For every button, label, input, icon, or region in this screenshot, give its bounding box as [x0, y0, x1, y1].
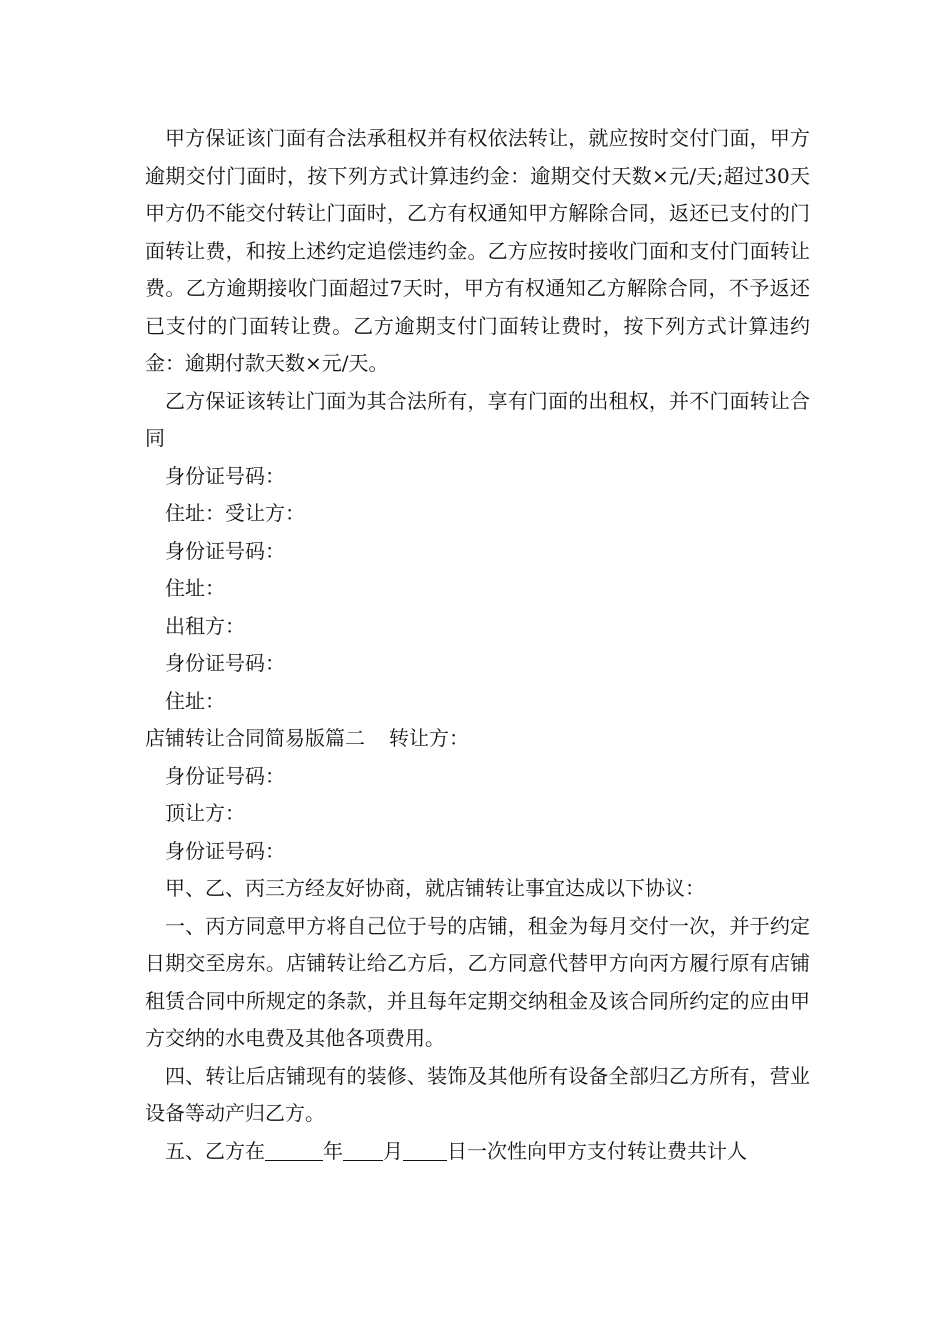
field-id-number: 身份证号码： — [165, 651, 285, 675]
field-transferor: 转让方： — [389, 726, 469, 750]
paragraph-clause-4: 四、转让后店铺现有的装修、装饰及其他所有设备全部归乙方所有，营业设备等动产归乙方。 — [145, 1063, 810, 1125]
field-id-number: 身份证号码： — [165, 763, 285, 788]
clause-5-month: 月 — [383, 1138, 403, 1163]
section-title: 店铺转让合同简易版篇二 — [145, 726, 365, 750]
blank-year — [265, 1138, 323, 1161]
paragraph-agreement-intro: 甲、乙、丙三方经友好协商，就店铺转让事宜达成以下协议： — [165, 876, 705, 900]
document-body — [145, 120, 810, 1170]
field-address-transferee: 住址：受让方： — [165, 501, 305, 525]
field-address: 住址： — [165, 576, 225, 600]
paragraph-obligations: 甲方保证该门面有合法承租权并有权依法转让，就应按时交付门面，甲方逾期交付门面时，按下列方式计算违约金：逾期交付天数×元/天;超过30天甲方仍不能交付转让门面时，乙方有权通知甲方解除合同，返还已支付的门面转让费，和按上述约定追偿违约金。乙方应按时接收门面和支付门面转让费。乙方逾期接收门面超过7天时，甲方有权通知乙方解除合同，不予返还已支付的门面转让费。乙方逾期支付门面转让费时，按下列方式计算违约金：逾期付款天数×元/天。 — [145, 126, 810, 375]
clause-5-rest: 日一次性向甲方支付转让费共计人 — [447, 1138, 747, 1163]
field-lessor: 出租方： — [165, 613, 245, 638]
blank-day — [403, 1138, 447, 1161]
clause-5-year: 年 — [323, 1138, 343, 1163]
field-id-number: 身份证号码： — [165, 463, 285, 488]
blank-month — [343, 1138, 383, 1161]
field-id-number: 身份证号码： — [165, 838, 285, 863]
clause-5-text: 五、乙方在 — [165, 1138, 265, 1163]
field-address: 住址： — [165, 688, 225, 713]
field-assignee: 顶让方： — [165, 801, 245, 825]
section-heading — [145, 720, 810, 758]
field-id-number: 身份证号码： — [165, 538, 285, 563]
paragraph-clause-5 — [145, 1133, 810, 1171]
paragraph-clause-1: 一、丙方同意甲方将自己位于号的店铺，租金为每月交付一次，并于约定日期交至房东。店铺转让给乙方后，乙方同意代替甲方向丙方履行原有店铺租赁合同中所规定的条款，并且每年定期交纳租金及该合同所约定的应由甲方交纳的水电费及其他各项费用。 — [145, 913, 810, 1050]
paragraph-guarantee: 乙方保证该转让门面为其合法所有，享有门面的出租权，并不门面转让合同 — [145, 388, 810, 450]
